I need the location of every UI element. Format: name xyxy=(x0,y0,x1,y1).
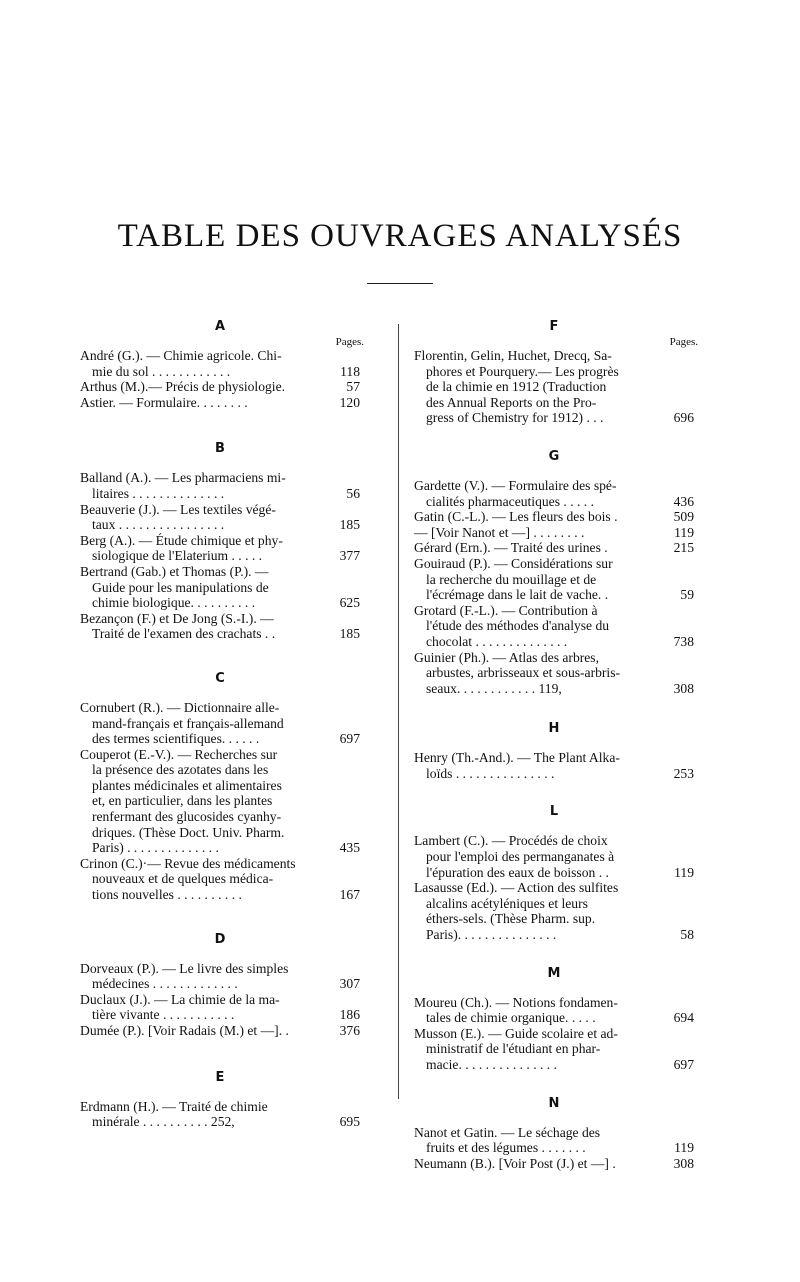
entry-text: tales de chimie organique. . . . . xyxy=(426,1010,596,1026)
entry-continuation-line xyxy=(414,927,694,943)
entry-text: mie du sol . . . . . . . . . . . . xyxy=(92,363,231,379)
entry-continuation-line xyxy=(80,548,360,564)
entry-continuation-line xyxy=(80,762,360,778)
entry-text: phores et Pourquery.— Les progrès xyxy=(426,363,619,379)
entry-text: arbustes, arbrisseaux et sous-arbris- xyxy=(426,665,621,681)
entry-continuation-line xyxy=(80,871,360,887)
entry-text: seaux. . . . . . . . . . . . 119, xyxy=(426,680,562,696)
entry-first-line xyxy=(80,700,360,716)
index-entry xyxy=(414,556,694,603)
page-number: 185 xyxy=(339,517,360,533)
index-entry xyxy=(80,611,360,642)
entry-first-line xyxy=(80,379,360,395)
entry-continuation-line xyxy=(414,395,694,411)
index-entry xyxy=(80,1099,360,1130)
entry-first-line xyxy=(414,556,694,572)
index-entry xyxy=(80,700,360,747)
page-number: 185 xyxy=(339,626,360,642)
entry-first-line xyxy=(414,880,694,896)
entry-first-line xyxy=(414,750,694,766)
section-letter: M xyxy=(547,965,561,981)
entry-continuation-line xyxy=(80,517,360,533)
entry-first-line xyxy=(80,611,360,627)
index-entry xyxy=(80,533,360,564)
page-number: 376 xyxy=(339,1023,360,1038)
entry-first-line xyxy=(414,1156,694,1172)
page-number: 56 xyxy=(346,485,360,501)
entry-first-line xyxy=(414,603,694,619)
section-spacer xyxy=(414,426,694,448)
page-number: 509 xyxy=(673,509,694,525)
entry-continuation-line xyxy=(80,778,360,794)
entry-text: la recherche du mouillage et de xyxy=(426,571,597,587)
pages-column-label: Pages. xyxy=(335,336,364,348)
entry-text: Crinon (C.)·— Revue des médicaments xyxy=(80,855,296,871)
index-entry xyxy=(80,564,360,611)
entry-continuation-line xyxy=(414,1010,694,1026)
index-entry xyxy=(80,348,360,379)
entry-text: médecines . . . . . . . . . . . . . xyxy=(92,976,238,992)
entry-first-line xyxy=(414,348,694,364)
entry-text: Gardette (V.). — Formulaire des spé- xyxy=(414,477,617,493)
page-number: 308 xyxy=(673,1155,694,1171)
index-entry xyxy=(414,540,694,556)
entry-continuation-line xyxy=(80,825,360,841)
entry-text: Dumée (P.). [Voir Radais (M.) et —]. . xyxy=(80,1023,289,1038)
index-entry xyxy=(80,502,360,533)
entry-text: André (G.). — Chimie agricole. Chi- xyxy=(80,348,282,363)
entry-text: fruits et des légumes . . . . . . . xyxy=(426,1140,586,1156)
entry-continuation-line xyxy=(80,731,360,747)
entry-text: chocolat . . . . . . . . . . . . . . xyxy=(426,633,568,649)
entry-text: et, en particulier, dans les plantes xyxy=(92,793,273,809)
entry-continuation-line xyxy=(80,793,360,809)
entry-continuation-line xyxy=(414,865,694,881)
entry-text: cialités pharmaceutiques . . . . . xyxy=(426,493,594,509)
section-spacer xyxy=(414,781,694,803)
page-number: 377 xyxy=(339,548,360,564)
page-number: 215 xyxy=(673,540,694,556)
entry-continuation-line xyxy=(414,494,694,510)
entry-text: Guide pour les manipulations de xyxy=(92,579,269,595)
page-number: 119 xyxy=(674,1140,694,1156)
entry-continuation-line xyxy=(414,618,694,634)
entry-continuation-line xyxy=(414,379,694,395)
entry-first-line xyxy=(80,348,360,364)
entry-text: Arthus (M.).— Précis de physiologie. xyxy=(80,379,286,395)
entry-first-line xyxy=(80,502,360,518)
entry-text: l'écrémage dans le lait de vache. . xyxy=(426,587,609,603)
entry-continuation-line xyxy=(414,572,694,588)
page-number: 120 xyxy=(339,394,360,410)
right-column xyxy=(414,318,698,1171)
entry-first-line xyxy=(414,540,694,556)
page-number: 435 xyxy=(339,840,360,856)
page-number: 625 xyxy=(339,595,360,611)
entry-text: Gatin (C.-L.). — Les fleurs des bois . xyxy=(414,509,618,525)
entry-text: taux . . . . . . . . . . . . . . . . xyxy=(92,517,225,533)
entry-first-line xyxy=(414,833,694,849)
entry-text: Beauverie (J.). — Les textiles végé- xyxy=(80,501,276,517)
section-letter: E xyxy=(215,1069,225,1085)
entry-first-line xyxy=(80,961,360,977)
entry-text: éthers-sels. (Thèse Pharm. sup. xyxy=(426,911,596,927)
entry-first-line xyxy=(80,533,360,549)
entry-continuation-line xyxy=(414,1057,694,1073)
page-number: 695 xyxy=(339,1114,360,1130)
entry-continuation-line xyxy=(414,665,694,681)
entry-text: loïds . . . . . . . . . . . . . . . xyxy=(426,765,555,781)
entry-text: Duclaux (J.). — La chimie de la ma- xyxy=(80,991,280,1007)
entry-first-line xyxy=(414,525,694,541)
entry-text: nouveaux et de quelques médica- xyxy=(92,871,274,887)
entry-text: tions nouvelles . . . . . . . . . . xyxy=(92,887,242,903)
section-spacer xyxy=(414,943,694,965)
entry-text: Nanot et Gatin. — Le séchage des xyxy=(414,1124,601,1140)
page-number: 253 xyxy=(673,765,694,781)
entry-continuation-line xyxy=(80,580,360,596)
section-spacer xyxy=(80,642,360,670)
entry-text: gress of Chemistry for 1912) . . . xyxy=(426,410,604,426)
index-entry xyxy=(80,747,360,856)
entry-text: Dorveaux (P.). — Le livre des simples xyxy=(80,960,289,976)
entry-text: Gouiraud (P.). — Considérations sur xyxy=(414,555,613,571)
entry-continuation-line xyxy=(80,887,360,903)
entry-first-line xyxy=(414,995,694,1011)
page-number: 436 xyxy=(673,493,694,509)
entry-first-line xyxy=(80,470,360,486)
entry-text: Grotard (F.-L.). — Contribution à xyxy=(414,602,598,618)
entry-text: Moureu (Ch.). — Notions fondamen- xyxy=(414,994,618,1010)
entry-continuation-line xyxy=(80,1114,360,1130)
index-entry xyxy=(414,603,694,650)
index-entry xyxy=(80,856,360,903)
section-letter: G xyxy=(548,448,560,464)
entry-continuation-line xyxy=(80,595,360,611)
entry-text: chimie biologique. . . . . . . . . . xyxy=(92,595,256,611)
entry-text: mand-français et français-allemand xyxy=(92,715,284,731)
entry-continuation-line xyxy=(80,1007,360,1023)
entry-first-line xyxy=(80,564,360,580)
page-number: 738 xyxy=(673,633,694,649)
page-number: 58 xyxy=(680,927,694,943)
entry-text: tière vivante . . . . . . . . . . . xyxy=(92,1007,235,1023)
entry-text: des termes scientifiques. . . . . . xyxy=(92,731,260,747)
entry-text: la présence des azotates dans les xyxy=(92,762,269,778)
entry-first-line xyxy=(80,395,360,411)
entry-text: Berg (A.). — Étude chimique et phy- xyxy=(80,532,283,548)
entry-text: Paris) . . . . . . . . . . . . . . xyxy=(92,840,219,856)
entry-text: ministratif de l'étudiant en phar- xyxy=(426,1041,601,1057)
entry-continuation-line xyxy=(414,766,694,782)
entry-first-line xyxy=(80,856,360,872)
entry-first-line xyxy=(80,1099,360,1115)
index-entry xyxy=(414,833,694,880)
entry-text: Bertrand (Gab.) et Thomas (P.). — xyxy=(80,563,269,579)
entry-text: renfermant des glucosides cyanhy- xyxy=(92,809,282,825)
section-letter: C xyxy=(215,670,225,686)
index-entry xyxy=(414,750,694,781)
entry-first-line xyxy=(414,1125,694,1141)
index-entry xyxy=(414,995,694,1026)
entry-text: l'étude des méthodes d'analyse du xyxy=(426,618,610,634)
entry-continuation-line xyxy=(80,840,360,856)
section-spacer xyxy=(414,696,694,720)
entry-text: Bezançon (F.) et De Jong (S.-I.). — xyxy=(80,610,274,626)
entry-text: Balland (A.). — Les pharmaciens mi- xyxy=(80,470,286,486)
title-divider xyxy=(367,283,433,284)
entry-continuation-line xyxy=(414,1041,694,1057)
section-letter: A xyxy=(214,319,226,334)
entry-first-line xyxy=(80,1023,360,1039)
entry-text: pour l'emploi des permanganates à xyxy=(426,849,615,865)
entry-text: litaires . . . . . . . . . . . . . . xyxy=(92,485,225,501)
entry-text: des Annual Reports on the Pro- xyxy=(426,394,597,410)
index-entry xyxy=(414,1026,694,1073)
page-number: 57 xyxy=(346,379,360,395)
page-number: 167 xyxy=(339,887,360,903)
page-number: 696 xyxy=(673,410,694,426)
entry-text: driques. (Thèse Doct. Univ. Pharm. xyxy=(92,824,285,840)
entry-continuation-line xyxy=(414,634,694,650)
entry-continuation-line xyxy=(414,587,694,603)
page-number: 119 xyxy=(674,524,694,540)
index-entry xyxy=(414,1125,694,1156)
page-number: 59 xyxy=(680,587,694,603)
section-letter: L xyxy=(549,804,559,820)
index-entry xyxy=(414,348,694,426)
entry-first-line xyxy=(414,650,694,666)
section-spacer xyxy=(80,1039,360,1069)
section-letter: B xyxy=(215,441,225,457)
entry-continuation-line xyxy=(414,1140,694,1156)
entry-text: Gérard (Ern.). — Traité des urines . xyxy=(414,540,608,556)
index-entry xyxy=(80,992,360,1023)
left-column xyxy=(80,318,364,1130)
entry-continuation-line xyxy=(80,716,360,732)
entry-continuation-line xyxy=(414,364,694,380)
index-entry xyxy=(414,880,694,942)
index-entry xyxy=(80,1023,360,1039)
entry-text: Lambert (C.). — Procédés de choix xyxy=(414,833,608,849)
entry-text: de la chimie en 1912 (Traduction xyxy=(426,379,607,395)
entry-continuation-line xyxy=(80,364,360,380)
entry-text: Erdmann (H.). — Traité de chimie xyxy=(80,1098,268,1114)
entry-text: Lasausse (Ed.). — Action des sulfites xyxy=(414,880,619,896)
entry-continuation-line xyxy=(80,486,360,502)
entry-first-line xyxy=(80,992,360,1008)
entry-text: Paris). . . . . . . . . . . . . . . xyxy=(426,927,557,943)
entry-text: Neumann (B.). [Voir Post (J.) et —] . xyxy=(414,1155,616,1171)
entry-continuation-line xyxy=(414,911,694,927)
entry-text: Astier. — Formulaire. . . . . . . . xyxy=(80,394,248,410)
entry-text: Couperot (E.-V.). — Recherches sur xyxy=(80,746,278,762)
entry-text: plantes médicinales et alimentaires xyxy=(92,777,282,793)
entry-continuation-line xyxy=(80,809,360,825)
section-spacer xyxy=(80,410,360,440)
index-entry xyxy=(414,509,694,525)
section-letter: F xyxy=(549,319,559,334)
index-entry xyxy=(414,478,694,509)
page-number: 119 xyxy=(674,864,694,880)
entry-text: Henry (Th.-And.). — The Plant Alka- xyxy=(414,750,620,766)
entry-text: l'épuration des eaux de boisson . . xyxy=(426,864,609,880)
index-entry xyxy=(414,1156,694,1172)
entry-continuation-line xyxy=(414,849,694,865)
index-entry xyxy=(80,395,360,411)
page-number: 697 xyxy=(673,1057,694,1072)
entry-text: Guinier (Ph.). — Atlas des arbres, xyxy=(414,649,599,665)
entry-first-line xyxy=(414,478,694,494)
column-divider xyxy=(398,324,399,1099)
entry-text: Traité de l'examen des crachats . . xyxy=(92,626,276,642)
entry-text: macie. . . . . . . . . . . . . . . xyxy=(426,1057,558,1072)
section-spacer xyxy=(414,1073,694,1095)
index-entry xyxy=(414,525,694,541)
entry-continuation-line xyxy=(80,626,360,642)
entry-text: minérale . . . . . . . . . . 252, xyxy=(92,1114,235,1130)
entry-text: alcalins acétyléniques et leurs xyxy=(426,895,588,911)
entry-continuation-line xyxy=(414,410,694,426)
section-letter: H xyxy=(548,721,560,737)
pages-column-label: Pages. xyxy=(669,336,698,348)
section-letter: D xyxy=(214,931,226,947)
section-spacer xyxy=(80,903,360,931)
page-title: TABLE DES OUVRAGES ANALYSÉS xyxy=(117,218,683,254)
entry-first-line xyxy=(414,509,694,525)
entry-text: Musson (E.). — Guide scolaire et ad- xyxy=(414,1025,618,1041)
page-number: 118 xyxy=(340,363,360,379)
entry-text: Florentin, Gelin, Huchet, Drecq, Sa- xyxy=(414,348,612,363)
entry-text: siologique de l'Elaterium . . . . . xyxy=(92,548,263,564)
page-number: 697 xyxy=(339,731,360,747)
index-entry xyxy=(414,650,694,697)
index-entry xyxy=(80,379,360,395)
page-number: 307 xyxy=(339,976,360,992)
entry-first-line xyxy=(414,1026,694,1042)
page-number: 186 xyxy=(339,1007,360,1023)
entry-first-line xyxy=(80,747,360,763)
page-number: 308 xyxy=(673,680,694,696)
entry-text: — [Voir Nanot et —] . . . . . . . . xyxy=(414,524,585,540)
entry-continuation-line xyxy=(414,896,694,912)
index-entry xyxy=(80,961,360,992)
index-entry xyxy=(80,470,360,501)
section-letter: N xyxy=(548,1095,560,1111)
page-number: 694 xyxy=(673,1010,694,1026)
entry-continuation-line xyxy=(80,976,360,992)
entry-text: Cornubert (R.). — Dictionnaire alle- xyxy=(80,699,280,715)
entry-continuation-line xyxy=(414,681,694,697)
